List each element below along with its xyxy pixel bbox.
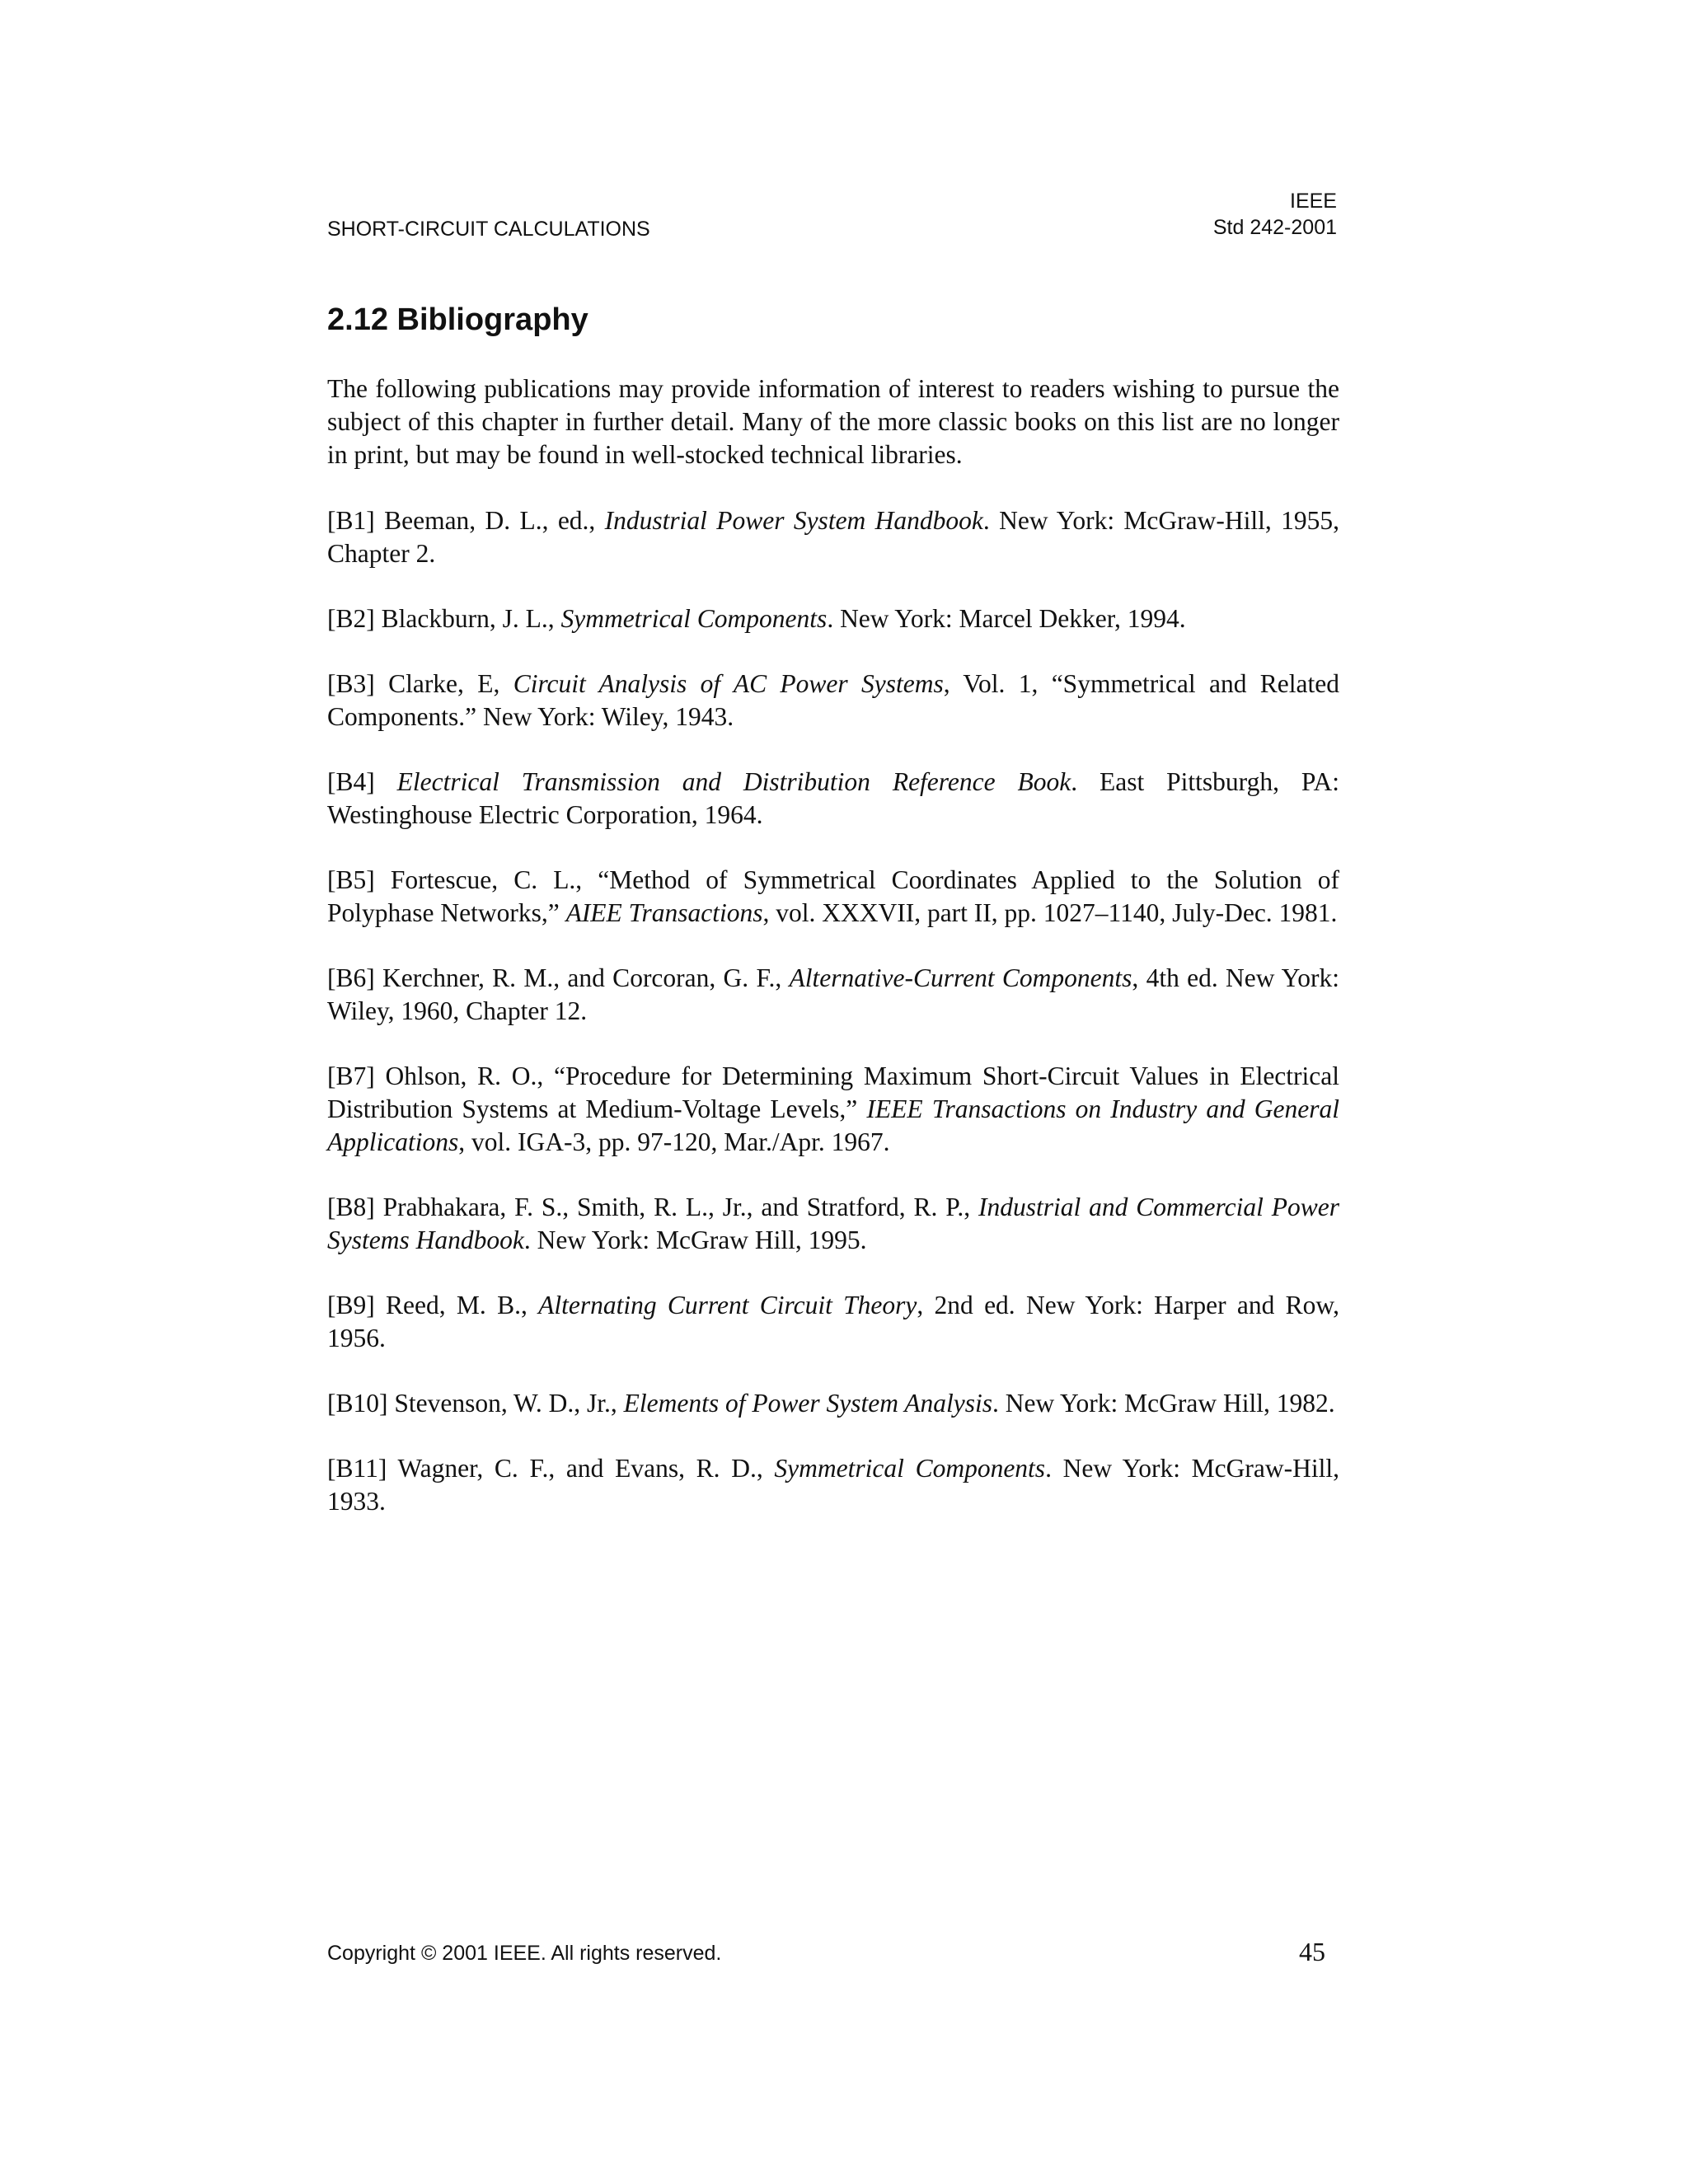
section-title: 2.12 Bibliography bbox=[327, 302, 588, 337]
standard-number: Std 242-2001 bbox=[1212, 216, 1337, 239]
reference-text: Beeman, D. L., ed., bbox=[374, 506, 605, 535]
reference-entry bbox=[327, 766, 1339, 832]
reference-tag: [B4] bbox=[327, 767, 375, 796]
reference-tag: [B8] bbox=[327, 1193, 375, 1221]
page-footer bbox=[327, 1937, 1339, 1970]
reference-entry bbox=[327, 668, 1339, 733]
reference-tag: [B10] bbox=[327, 1389, 388, 1418]
reference-title: Circuit Analysis of AC Power Systems bbox=[513, 669, 944, 698]
reference-text: Clarke, E, bbox=[374, 669, 513, 698]
reference-tag: [B11] bbox=[327, 1454, 387, 1483]
reference-title: AIEE Transactions bbox=[565, 898, 763, 927]
reference-title: IEEE Transactions on Industry and General Applications bbox=[327, 1094, 1339, 1156]
reference-entry bbox=[327, 864, 1339, 930]
reference-entry bbox=[327, 1387, 1339, 1420]
reference-text: , 4th ed. New York: Wiley, 1960, Chapter 12. bbox=[327, 963, 1339, 1025]
standard-org: IEEE bbox=[1290, 190, 1337, 213]
reference-text: Blackburn, J. L., bbox=[374, 604, 561, 633]
intro-paragraph: The following publications may provide information of interest to readers wishing to pursue the subject of this chapter in further detail. Many of the more classic books on this list are no longer in print, but may be found in well-stocked technical libraries. bbox=[327, 374, 1339, 469]
reference-text: , 2nd ed. New York: Harper and Row, 1956. bbox=[327, 1291, 1340, 1352]
reference-text: , vol. IGA-3, pp. 97-120, Mar./Apr. 1967. bbox=[458, 1127, 890, 1156]
reference-entry bbox=[327, 1452, 1339, 1518]
reference-entry bbox=[327, 602, 1339, 635]
reference-entry bbox=[327, 1060, 1339, 1159]
reference-tag: [B7] bbox=[327, 1062, 375, 1090]
copyright-notice: Copyright © 2001 IEEE. All rights reserved. bbox=[327, 1942, 722, 1965]
bibliography-body bbox=[327, 373, 1339, 1550]
reference-text: Fortescue, C. L., “Method of Symmetrical Coordinates Applied to the Solution of Polyphase Networks,” bbox=[327, 865, 1339, 927]
reference-title: Elements of Power System Analysis bbox=[623, 1389, 993, 1418]
reference-tag: [B6] bbox=[327, 963, 375, 992]
reference-text: Prabhakara, F. S., Smith, R. L., Jr., and Stratford, R. P., bbox=[374, 1193, 978, 1221]
reference-text bbox=[375, 767, 397, 796]
reference-entry bbox=[327, 1289, 1339, 1355]
page-header bbox=[327, 188, 1337, 246]
page-number: 45 bbox=[1299, 1937, 1325, 1966]
reference-entry bbox=[327, 962, 1339, 1028]
reference-text: Reed, M. B., bbox=[374, 1291, 539, 1319]
standard-id bbox=[1213, 188, 1337, 241]
reference-title: Electrical Transmission and Distribution Reference Book bbox=[396, 767, 1071, 796]
reference-title: Alternative-Current Components bbox=[789, 963, 1132, 992]
reference-text: Stevenson, W. D., Jr., bbox=[387, 1389, 624, 1418]
reference-text: Ohlson, R. O., “Procedure for Determining Maximum Short-Circuit Values in Electrical Distribution Systems at Medium-Voltage Levels,” bbox=[327, 1062, 1339, 1123]
reference-text: . New York: McGraw Hill, 1982. bbox=[992, 1389, 1335, 1418]
reference-title: Symmetrical Components bbox=[774, 1454, 1046, 1483]
reference-text: , Vol. 1, “Symmetrical and Related Components.” New York: Wiley, 1943. bbox=[327, 669, 1339, 731]
reference-text: Kerchner, R. M., and Corcoran, G. F., bbox=[374, 963, 790, 992]
running-title: SHORT-CIRCUIT CALCULATIONS bbox=[327, 218, 650, 241]
reference-tag: [B3] bbox=[327, 669, 375, 698]
reference-title: Alternating Current Circuit Theory bbox=[538, 1291, 917, 1319]
reference-text: . New York: McGraw Hill, 1995. bbox=[523, 1226, 867, 1254]
reference-text: . New York: Marcel Dekker, 1994. bbox=[827, 604, 1186, 633]
reference-title: Industrial and Commercial Power Systems Handbook bbox=[327, 1193, 1339, 1254]
reference-text: . New York: McGraw-Hill, 1955, Chapter 2. bbox=[327, 506, 1339, 568]
reference-tag: [B9] bbox=[327, 1291, 375, 1319]
reference-text: . New York: McGraw-Hill, 1933. bbox=[327, 1454, 1339, 1516]
reference-text: . East Pittsburgh, PA: Westinghouse Electric Corporation, 1964. bbox=[327, 767, 1339, 829]
reference-text: Wagner, C. F., and Evans, R. D., bbox=[387, 1454, 775, 1483]
reference-title: Industrial Power System Handbook bbox=[604, 506, 983, 535]
reference-text: , vol. XXXVII, part II, pp. 1027–1140, July-Dec. 1981. bbox=[762, 898, 1338, 927]
reference-entry bbox=[327, 1191, 1339, 1257]
reference-entry bbox=[327, 504, 1339, 570]
reference-title: Symmetrical Components bbox=[560, 604, 828, 633]
reference-tag: [B5] bbox=[327, 865, 375, 894]
reference-tag: [B2] bbox=[327, 604, 375, 633]
reference-tag: [B1] bbox=[327, 506, 375, 535]
